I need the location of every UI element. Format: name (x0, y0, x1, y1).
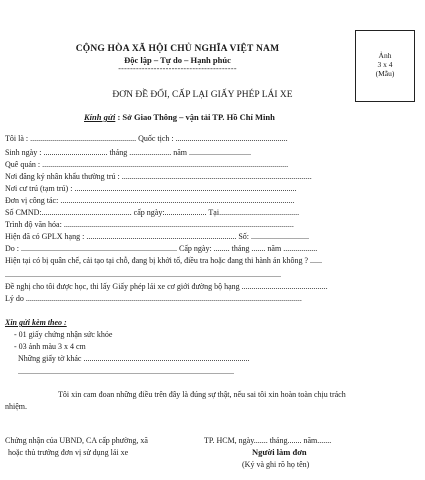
attachment-other-documents-continued[interactable]: ............................................................................................................ (18, 367, 234, 376)
field-birth-date[interactable]: Sinh ngày : ................................ tháng ..................... năm ............................... (5, 148, 251, 157)
field-workplace[interactable]: Đơn vị công tác: ..................................................................................................................... (5, 196, 295, 205)
field-issued-by[interactable]: Do : .............................................................................. Cấp ngày: ........ tháng ....... năm ................. (5, 244, 318, 253)
recipient-value: : Sở Giao Thông – vận tải TP. Hồ Chí Minh (117, 112, 275, 122)
signer-label: Người làm đơn (252, 447, 307, 457)
recipient-label: Kính gửi (84, 112, 116, 122)
photo-size: 3 x 4 (377, 60, 393, 69)
recipient-line (84, 112, 275, 122)
commitment-statement: Tôi xin cam đoan những điều trên đây là đúng sự thật, nếu sai tôi xin hoàn toàn chịu trách (58, 390, 346, 399)
field-legal-status-continued[interactable]: .......................................................................................................................................... (5, 270, 281, 279)
signer-instruction: (Ký và ghi rõ họ tên) (242, 460, 310, 469)
field-temporary-address[interactable]: Nơi cư trú (tạm trú) : ............................................................................................................... (5, 184, 297, 193)
nation-heading: CỘNG HÒA XÃ HỘI CHỦ NGHĨA VIỆT NAM (75, 44, 280, 54)
motto: Độc lập – Tự do – Hạnh phúc (124, 55, 231, 65)
form-title: ĐƠN ĐỀ ĐỔI, CẤP LẠI GIẤY PHÉP LÁI XE (112, 90, 293, 100)
field-hometown[interactable]: Quê quán : ........................................................................................................................... (5, 160, 289, 169)
field-license-request[interactable]: Đề nghị cho tôi được học, thi lấy Giấy phép lái xe cơ giới đường bộ hạng ........................................... (5, 282, 328, 291)
field-permanent-address[interactable]: Nơi đăng ký nhân khẩu thường trú : ............................................................................................... (5, 172, 312, 181)
field-license-class[interactable]: Hiện đã có GPLX hạng : ........................................................................... Số: ............................. (5, 232, 309, 241)
field-legal-status[interactable]: Hiện tại có bị quân chế, cải tạo tại chỗ, đang bị khởi tố, điều tra hoặc đang thi hành án không ? ...... (5, 256, 323, 265)
attachment-health-certificate: - 01 giấy chứng nhận sức khỏe (14, 330, 113, 339)
field-id-card[interactable]: Số CMND:............................................. cấp ngày:..................... Tại........................................ (5, 208, 300, 217)
certification-label: Chứng nhận của UBND, CA cấp phường, xã (5, 436, 148, 445)
header-rule: ---------------------------------------- (118, 64, 237, 73)
attachments-heading: Xin gửi kèm theo : (5, 318, 67, 327)
photo-sample-note: (Mẫu) (375, 69, 395, 78)
field-reason[interactable]: Lý do .......................................................................................................................................... (5, 294, 302, 303)
field-education[interactable]: Trình độ văn hóa: ................................................................................................................... (5, 220, 294, 229)
photo-label: Ảnh (378, 51, 392, 60)
field-name-nationality[interactable]: Tôi là : ..................................................... Quốc tịch : ........................................................ (5, 134, 288, 143)
certification-label-continued: hoặc thủ trưởng đơn vị sử dụng lái xe (8, 448, 129, 457)
signing-date[interactable]: TP. HCM, ngày....... tháng....... năm....... (204, 436, 332, 445)
attachment-photos: - 03 ảnh màu 3 x 4 cm (14, 342, 86, 351)
commitment-statement-end: nhiệm. (5, 402, 27, 411)
attachment-other-documents[interactable]: Những giấy tờ khác ................................................................................... (18, 354, 250, 363)
